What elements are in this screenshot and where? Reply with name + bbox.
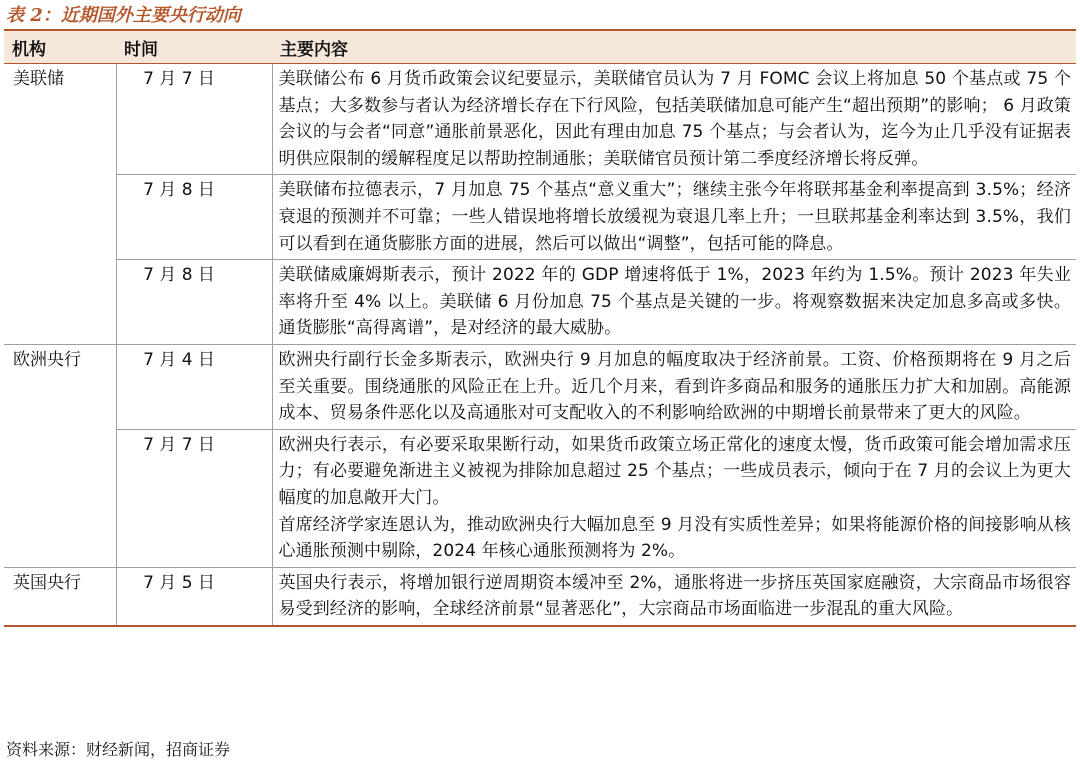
content-cell [272,64,1076,175]
table-row [4,344,1076,429]
date-cell: 7 月 5 日 [116,567,272,626]
table-row [4,429,1076,567]
org-cell: 美联储 [4,64,116,345]
header-content: 主要内容 [272,31,1076,64]
content-text: 美联储威廉姆斯表示，预计 2022 年的 GDP 增速将低于 1%，2023 年约为 1.5%。预计 2023 年失业率将升至 4% 以上。美联储 6 月份加息 75 个基点是关键的一步。将观察数据来决定加息多高或多快。通货膨胀“高得离谱”，是对经济的最大威胁。 [278,265,1071,339]
content-cell [272,175,1076,260]
date-cell: 7 月 8 日 [116,260,272,345]
table-title: 表 2：近期国外主要央行动向 [6,5,241,26]
content-text: 英国央行表示，将增加银行逆周期资本缓冲至 2%，通胀将进一步挤压英国家庭融资，大宗商品市场很容易受到经济的影响，全球经济前景“显著恶化”，大宗商品市场面临进一步混乱的重大风险。 [278,572,1071,620]
table-row [4,64,1076,175]
table-row [4,567,1076,626]
content-cell [272,344,1076,429]
header-date: 时间 [116,31,272,64]
content-text: 美联储布拉德表示，7 月加息 75 个基点“意义重大”；继续主张今年将联邦基金利率提高到 3.5%；经济衰退的预测并不可靠；一些人错误地将增长放缓视为衰退几率上升；一旦联邦基金利率达到 3.5%，我们可以看到在通货膨胀方面的进展，然后可以做出“调整”，包括可能的降息。 [278,180,1071,254]
date-cell: 7 月 4 日 [116,344,272,429]
date-cell: 7 月 7 日 [116,429,272,567]
central-bank-table [4,31,1076,627]
table-row [4,175,1076,260]
content-text: 首席经济学家连恩认为，推动欧洲央行大幅加息至 9 月没有实质性差异；如果将能源价格的间接影响从核心通胀预测中剔除，2024 年核心通胀预测将为 2%。 [278,514,1071,562]
content-text: 美联储公布 6 月货币政策会议纪要显示，美联储官员认为 7 月 FOMC 会议上将加息 50 个基点或 75 个基点；大多数参与者认为经济增长存在下行风险，包括美联储加息可能产生“超出预期”的影响； 6 月政策会议的与会者“同意”通胀前景恶化，因此有理由加息 75 个基点；与会者认为，迄今为止几乎没有证据表明供应限制的缓解程度足以帮助控制通胀；美联储官员预计第二季度经济增长将反弹。 [278,69,1071,169]
content-cell [272,567,1076,626]
content-text: 欧洲央行表示，有必要采取果断行动，如果货币政策立场正常化的速度太慢，货币政策可能会增加需求压力；有必要避免渐进主义被视为排除加息超过 25 个基点；一些成员表示，倾向于在 7 月的会议上为更大幅度的加息敞开大门。 [278,434,1071,508]
org-cell: 英国央行 [4,567,116,626]
org-cell: 欧洲央行 [4,344,116,567]
content-cell [272,429,1076,567]
table-row [4,260,1076,345]
date-cell: 7 月 8 日 [116,175,272,260]
content-cell [272,260,1076,345]
table-header-row [4,31,1076,64]
content-text: 欧洲央行副行长金多斯表示，欧洲央行 9 月加息的幅度取决于经济前景。工资、价格预期将在 9 月之后至关重要。围绕通胀的风险正在上升。近几个月来，看到许多商品和服务的通胀压力扩大和加剧。高能源成本、贸易条件恶化以及高通胀对可支配收入的不利影响给欧洲的中期增长前景带来了更大的风险。 [278,349,1071,424]
header-org: 机构 [4,31,116,64]
source-note: 资料来源：财经新闻，招商证券 [6,740,231,759]
date-cell: 7 月 7 日 [116,64,272,175]
